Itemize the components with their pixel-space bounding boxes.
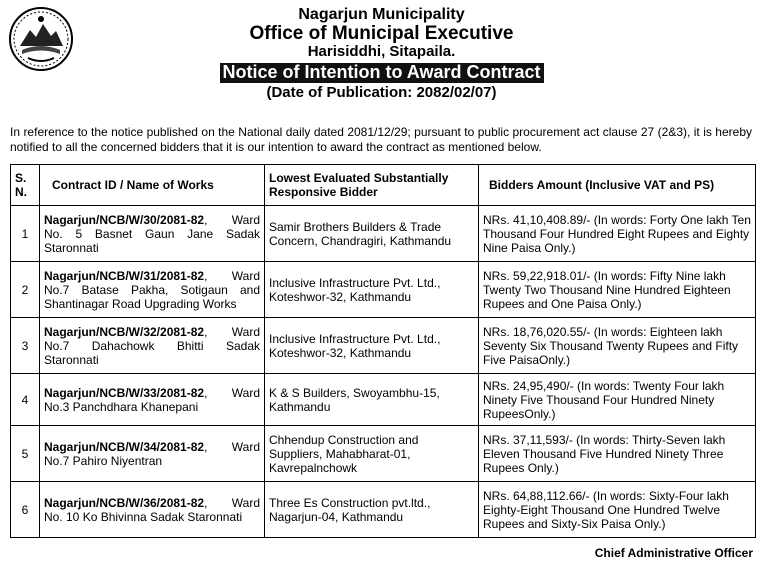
letterhead bbox=[0, 6, 763, 101]
contract-id: Nagarjun/NCB/W/36/2081-82 bbox=[44, 495, 205, 510]
row-amount: NRs. 64,88,112.66/- (In words: Sixty-Four lakh Eighty-Eight Thousand One Hundred Twelve Rupees and Sixty-Six Paisa Only.) bbox=[479, 482, 756, 538]
contract-id: Nagarjun/NCB/W/30/2081-82 bbox=[44, 212, 205, 227]
work-name: , Ward No.7 Batase Pakha, Sotigaun and Shantinagar Road Upgrading Works bbox=[44, 268, 260, 311]
signoff: Chief Administrative Officer bbox=[594, 546, 753, 560]
header-amount: Bidders Amount (Inclusive VAT and PS) bbox=[479, 165, 756, 206]
row-amount: NRs. 24,95,490/- (In words: Twenty Four lakh Ninety Five Thousand Four Hundred Ninety RupeesOnly.) bbox=[479, 374, 756, 426]
row-work bbox=[40, 318, 265, 374]
row-amount: NRs. 37,11,593/- (In words: Thirty-Seven lakh Eleven Thousand Five Hundred Ninety Three Rupees Only.) bbox=[479, 426, 756, 482]
contracts-table bbox=[10, 164, 756, 538]
notice-title: Notice of Intention to Award Contract bbox=[220, 63, 544, 83]
work-name: , Ward No.7 Dahachowk Bhitti Sadak Staronnati bbox=[44, 324, 260, 367]
row-work bbox=[40, 426, 265, 482]
header-bidder: Lowest Evaluated Substantially Responsive Bidder bbox=[265, 165, 479, 206]
row-sn: 6 bbox=[11, 482, 40, 538]
work-name: , Ward No. 10 Ko Bhivinna Sadak Staronnati bbox=[44, 495, 260, 524]
table-row bbox=[11, 262, 756, 318]
row-sn: 2 bbox=[11, 262, 40, 318]
table-row bbox=[11, 426, 756, 482]
row-work bbox=[40, 206, 265, 262]
table-row bbox=[11, 206, 756, 262]
table-row bbox=[11, 318, 756, 374]
row-bidder: Samir Brothers Builders & Trade Concern, Chandragiri, Kathmandu bbox=[265, 206, 479, 262]
table-row bbox=[11, 374, 756, 426]
work-name: , Ward No. 5 Basnet Gaun Jane Sadak Staronnati bbox=[44, 212, 260, 255]
row-work bbox=[40, 262, 265, 318]
publication-date: (Date of Publication: 2082/02/07) bbox=[266, 83, 497, 101]
table-row bbox=[11, 482, 756, 538]
work-name: , Ward No.3 Panchdhara Khanepani bbox=[44, 385, 260, 414]
work-name: , Ward No.7 Pahiro Niyentran bbox=[44, 439, 260, 468]
contract-id: Nagarjun/NCB/W/33/2081-82 bbox=[44, 385, 205, 400]
row-bidder: Inclusive Infrastructure Pvt. Ltd., Koteshwor-32, Kathmandu bbox=[265, 318, 479, 374]
row-sn: 1 bbox=[11, 206, 40, 262]
row-amount: NRs. 18,76,020.55/- (In words: Eighteen lakh Seventy Six Thousand Twenty Rupees and Fifty Five PaisaOnly.) bbox=[479, 318, 756, 374]
contract-id: Nagarjun/NCB/W/32/2081-82 bbox=[44, 324, 205, 339]
row-bidder: K & S Builders, Swoyambhu-15, Kathmandu bbox=[265, 374, 479, 426]
row-work bbox=[40, 374, 265, 426]
row-bidder: Chhendup Construction and Suppliers, Mahabharat-01, Kavrepalnchowk bbox=[265, 426, 479, 482]
row-work bbox=[40, 482, 265, 538]
row-bidder: Three Es Construction pvt.ltd., Nagarjun-04, Kathmandu bbox=[265, 482, 479, 538]
table-header-row bbox=[11, 165, 756, 206]
row-amount: NRs. 41,10,408.89/- (In words: Forty One lakh Ten Thousand Four Hundred Eight Rupees and Eighty Nine Paisa Only.) bbox=[479, 206, 756, 262]
row-sn: 3 bbox=[11, 318, 40, 374]
intro-paragraph: In reference to the notice published on the National daily dated 2081/12/29; pursuant to public procurement act clause 27 (2&3), it is hereby notified to all the concerned bidders that it is our intention to award the contract as mentioned below. bbox=[10, 125, 752, 154]
row-sn: 5 bbox=[11, 426, 40, 482]
header-contract: Contract ID / Name of Works bbox=[40, 165, 265, 206]
municipality-name: Nagarjun Municipality bbox=[298, 6, 465, 23]
office-address: Harisiddhi, Sitapaila. bbox=[307, 43, 456, 61]
row-amount: NRs. 59,22,918.01/- (In words: Fifty Nine lakh Twenty Two Thousand Nine Hundred Eighteen Rupees and One Paisa Only.) bbox=[479, 262, 756, 318]
contract-id: Nagarjun/NCB/W/34/2081-82 bbox=[44, 439, 205, 454]
row-bidder: Inclusive Infrastructure Pvt. Ltd., Koteshwor-32, Kathmandu bbox=[265, 262, 479, 318]
office-name: Office of Municipal Executive bbox=[249, 22, 514, 44]
contract-id: Nagarjun/NCB/W/31/2081-82 bbox=[44, 268, 205, 283]
row-sn: 4 bbox=[11, 374, 40, 426]
header-sn: S. N. bbox=[11, 165, 40, 206]
